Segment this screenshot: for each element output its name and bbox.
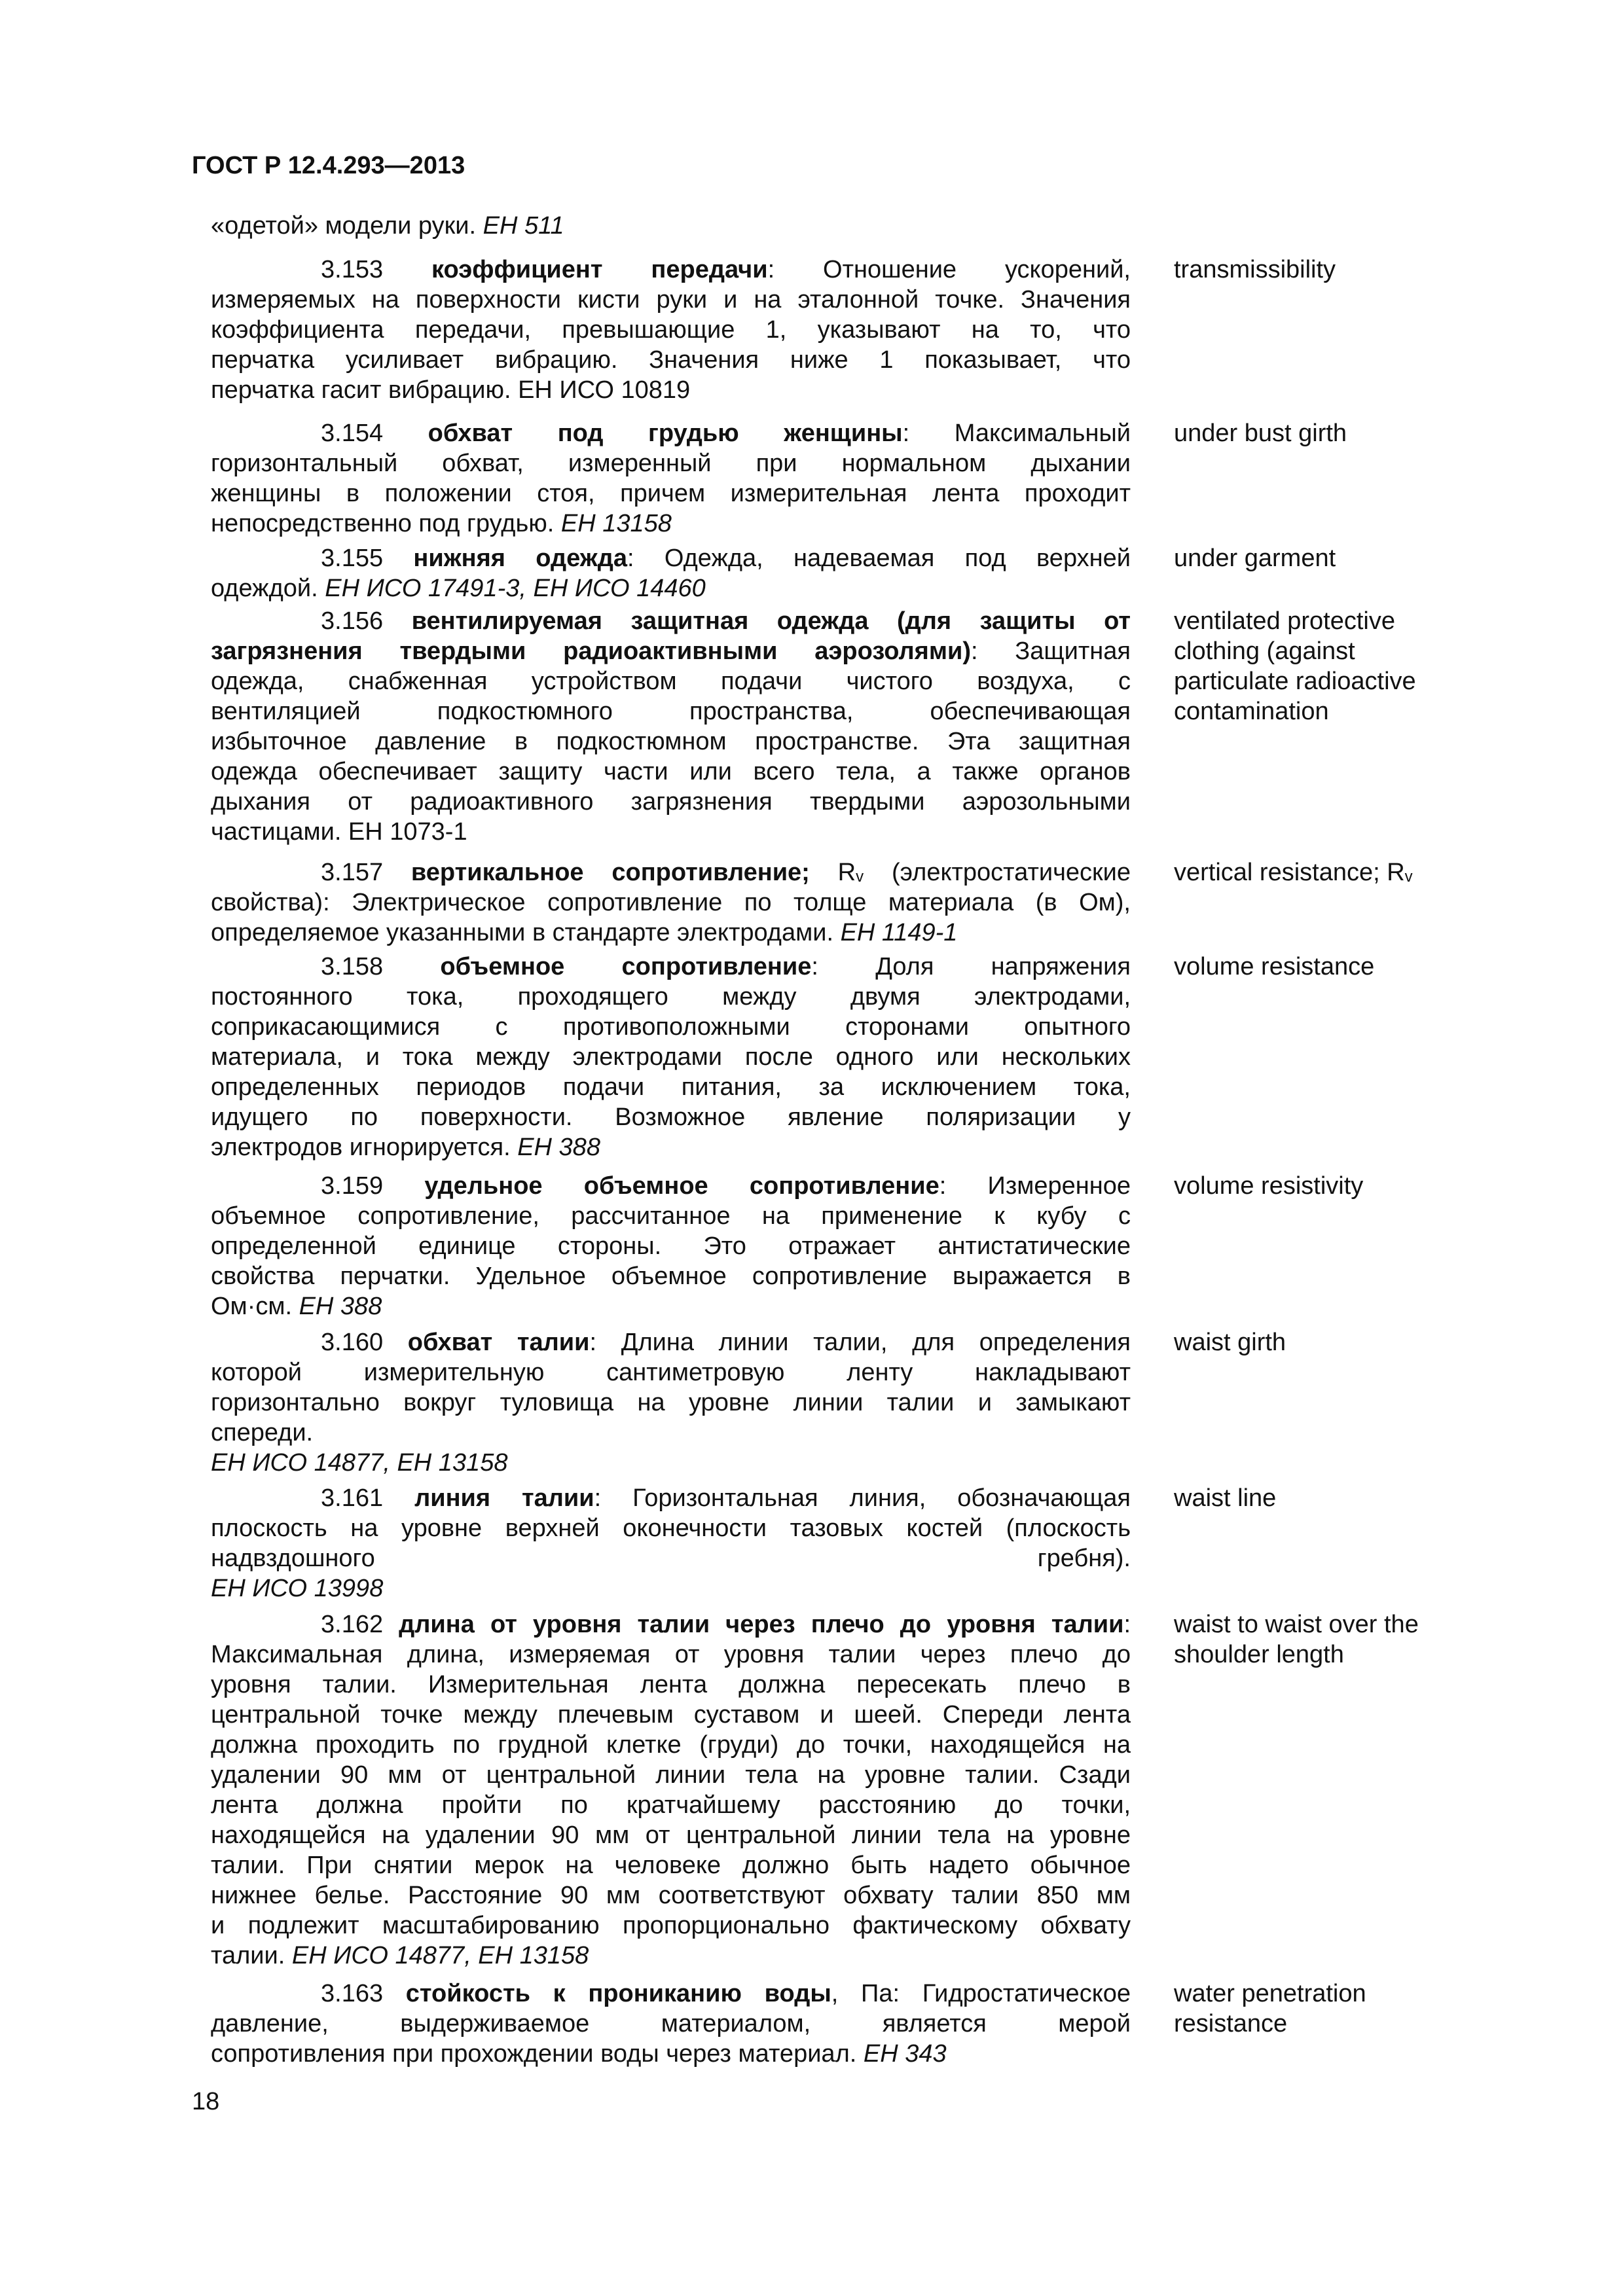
definition-line: женщины в положении стоя, причем измерительная лента проходит	[211, 480, 1131, 507]
definition-line: одежда обеспечивает защиту части или всего тела, а также органов	[211, 758, 1131, 785]
english-term: shoulder length	[1174, 1641, 1344, 1668]
definition-line: материала, и тока между электродами после одного или нескольких	[211, 1043, 1131, 1071]
definition-line: центральной точке между плечевым суставом и шеей. Спереди лента	[211, 1701, 1131, 1729]
term-number: 3.160	[321, 1329, 384, 1356]
definition-line: уровня талии. Измерительная лента должна пересекать плечо в	[211, 1671, 1131, 1698]
definition-line: идущего по поверхности. Возможное явление поляризации у	[211, 1103, 1131, 1131]
definition-line: соприкасающимися с противоположными сторонами опытного	[211, 1013, 1131, 1041]
source-reference: ЕН ИСО 13998	[211, 1575, 384, 1602]
definition-line: измеряемых на поверхности кисти руки и на эталонной точке. Значения	[211, 286, 1131, 314]
definition-line: надвздошного гребня).	[211, 1545, 1131, 1572]
english-term: volume resistivity	[1174, 1172, 1364, 1200]
term-name: обхват талии	[407, 1329, 590, 1356]
definition-line: спереди.	[211, 1419, 314, 1446]
term-first-line	[321, 255, 1131, 285]
english-term: under garment	[1174, 545, 1336, 572]
term-name: нижняя одежда	[413, 545, 627, 572]
source-reference: ЕН 388	[299, 1293, 382, 1320]
term-number: 3.157	[321, 859, 384, 886]
english-term: resistance	[1174, 2010, 1288, 2037]
source-reference: ЕН 388	[517, 1134, 600, 1161]
definition-line: лента должна пройти по кратчайшему расстоянию до точки,	[211, 1791, 1131, 1819]
term-definition-start: :	[1123, 1611, 1131, 1638]
definition-line: дыхания от радиоактивного загрязнения твердыми аэрозольными	[211, 788, 1131, 816]
english-term-sub: v	[1404, 868, 1413, 886]
term-name: коэффициент передачи	[431, 256, 768, 283]
english-term: transmissibility	[1174, 256, 1336, 283]
term-symbol-sub: v	[856, 868, 864, 886]
page-number: 18	[192, 2088, 220, 2115]
term-number: 3.161	[321, 1484, 384, 1512]
term-definition-start: : Доля напряжения	[811, 953, 1131, 980]
definition-last-line	[211, 1291, 382, 1321]
term-definition-start: , Па: Гидростатическое	[831, 1980, 1131, 2007]
term-first-line	[321, 606, 1131, 636]
term-name: обхват под грудью женщины	[428, 420, 903, 447]
definition-line: перчатка гасит вибрацию. ЕН ИСО 10819	[211, 376, 691, 404]
source-reference: ЕН 343	[863, 2040, 947, 2068]
term-definition-start: : Защитная	[970, 637, 1131, 665]
definition-line: Максимальная длина, измеряемая от уровня талии через плечо до	[211, 1641, 1131, 1668]
source-reference: ЕН ИСО 14877, ЕН 13158	[211, 1449, 508, 1477]
term-number: 3.159	[321, 1172, 384, 1200]
term-number: 3.163	[321, 1980, 384, 2007]
term-definition-start: : Отношение ускорений,	[767, 256, 1131, 283]
english-term: waist to waist over the	[1174, 1611, 1419, 1638]
definition-line: свойства перчатки. Удельное объемное сопротивление выражается в	[211, 1263, 1131, 1290]
term-number: 3.155	[321, 545, 384, 572]
definition-line: плоскость на уровне верхней оконечности тазовых костей (плоскость	[211, 1515, 1131, 1542]
english-term-text: vertical resistance; R	[1174, 859, 1405, 886]
english-term: waist line	[1174, 1484, 1277, 1512]
source-reference: ЕН ИСО 17491-3, ЕН ИСО 14460	[325, 575, 706, 602]
definition-last-line	[211, 2039, 947, 2069]
intro-line: «одетой» модели руки. ЕН 511	[211, 212, 564, 240]
definition-text: сопротивления при прохождении воды через материал.	[211, 2040, 864, 2068]
definition-line: избыточное давление в подкостюмном пространстве. Эта защитная	[211, 728, 1131, 755]
term-definition-start: : Горизонтальная линия, обозначающая	[594, 1484, 1131, 1512]
term-definition-start: : Измеренное	[939, 1172, 1131, 1200]
term-definition-start: : Одежда, надеваемая под верхней	[627, 545, 1131, 572]
document-header: ГОСТ Р 12.4.293—2013	[192, 152, 465, 179]
english-term: clothing (against	[1174, 637, 1355, 665]
definition-last-line	[211, 1941, 589, 1971]
definition-line: горизонтальный обхват, измеренный при нормальном дыхании	[211, 450, 1131, 477]
term-symbol: R	[837, 859, 856, 886]
definition-last-line	[211, 573, 706, 603]
definition-line: перчатка усиливает вибрацию. Значения ниже 1 показывает, что	[211, 346, 1131, 374]
term-first-line	[321, 1979, 1131, 2009]
term-number: 3.158	[321, 953, 384, 980]
term-first-line	[321, 418, 1131, 448]
definition-line: частицами. ЕН 1073-1	[211, 818, 467, 846]
definition-last-line	[211, 1132, 600, 1162]
source-reference: ЕН 13158	[560, 510, 672, 537]
term-number: 3.153	[321, 256, 384, 283]
source-reference: ЕН ИСО 14877, ЕН 13158	[291, 1942, 589, 1969]
definition-line: вентиляцией подкостюмного пространства, обеспечивающая	[211, 698, 1131, 725]
term-first-line	[321, 1171, 1131, 1201]
term-name: стойкость к прониканию воды	[405, 1980, 831, 2007]
definition-last-line	[211, 918, 957, 948]
definition-line: удалении 90 мм от центральной линии тела на уровне талии. Сзади	[211, 1761, 1131, 1789]
term-first-line	[321, 1609, 1131, 1640]
definition-line: коэффициента передачи, превышающие 1, указывают на то, что	[211, 316, 1131, 344]
definition-line: одежда, снабженная устройством подачи чистого воздуха, с	[211, 668, 1131, 695]
definition-line: постоянного тока, проходящего между двумя электродами,	[211, 983, 1131, 1011]
english-term: volume resistance	[1174, 953, 1375, 980]
term-name: линия талии	[414, 1484, 594, 1512]
source-reference: ЕН 1149-1	[840, 919, 958, 946]
definition-line: объемное сопротивление, рассчитанное на применение к кубу с	[211, 1202, 1131, 1230]
term-definition-start: : Максимальный	[902, 420, 1131, 447]
term-name: длина от уровня талии через плечо до уровня талии	[399, 1611, 1124, 1638]
definition-line: давление, выдерживаемое материалом, является мерой	[211, 2010, 1131, 2037]
definition-line: определенных периодов подачи питания, за исключением тока,	[211, 1073, 1131, 1101]
english-term: under bust girth	[1174, 420, 1347, 447]
english-term: waist girth	[1174, 1329, 1286, 1356]
definition-line: горизонтально вокруг туловища на уровне линии талии и замыкают	[211, 1389, 1131, 1416]
term-second-line	[211, 636, 1131, 666]
definition-text: непосредственно под грудью.	[211, 510, 561, 537]
english-term: contamination	[1174, 698, 1329, 725]
term-name: вертикальное сопротивление;	[410, 859, 810, 886]
definition-line: определенной единице стороны. Это отражает антистатические	[211, 1232, 1131, 1260]
english-term: water penetration	[1174, 1980, 1366, 2007]
term-first-line	[321, 952, 1131, 982]
definition-last-line	[211, 509, 672, 539]
definition-line: должна проходить по грудной клетке (груди) до точки, находящейся на	[211, 1731, 1131, 1759]
term-definition-start: : Длина линии талии, для определения	[589, 1329, 1131, 1356]
term-first-line	[321, 1327, 1131, 1357]
definition-line: нижнее белье. Расстояние 90 мм соответствуют обхвату талии 850 мм	[211, 1882, 1131, 1909]
english-term: ventilated protective	[1174, 607, 1395, 635]
english-term: particulate radioactive	[1174, 668, 1416, 695]
term-name-cont: загрязнения твердыми радиоактивными аэрозолями)	[211, 637, 971, 665]
term-name: объемное сопротивление	[440, 953, 812, 980]
definition-text: электродов игнорируется.	[211, 1134, 518, 1161]
term-first-line	[321, 1483, 1131, 1513]
term-number: 3.162	[321, 1611, 384, 1638]
definition-line: которой измерительную сантиметровую ленту накладывают	[211, 1359, 1131, 1386]
term-name: вентилируемая защитная одежда (для защиты от	[411, 607, 1131, 635]
english-term	[1174, 857, 1413, 892]
definition-text: определяемое указанными в стандарте электродами.	[211, 919, 841, 946]
term-name: удельное объемное сопротивление	[424, 1172, 939, 1200]
term-number: 3.156	[321, 607, 384, 635]
definition-text: одеждой.	[211, 575, 325, 602]
definition-line: свойства): Электрическое сопротивление по толще материала (в Ом),	[211, 889, 1131, 916]
definition-text: талии.	[211, 1942, 292, 1969]
definition-line: находящейся на удалении 90 мм от центральной линии тела на уровне	[211, 1821, 1131, 1849]
definition-line: и подлежит масштабированию пропорционально фактическому обхвату	[211, 1912, 1131, 1939]
definition-text: Ом·см.	[211, 1293, 299, 1320]
term-first-line	[321, 543, 1131, 573]
term-definition-start: (электростатические	[864, 859, 1131, 886]
definition-line: талии. При снятии мерок на человеке должно быть надето обычное	[211, 1852, 1131, 1879]
term-number: 3.154	[321, 420, 384, 447]
